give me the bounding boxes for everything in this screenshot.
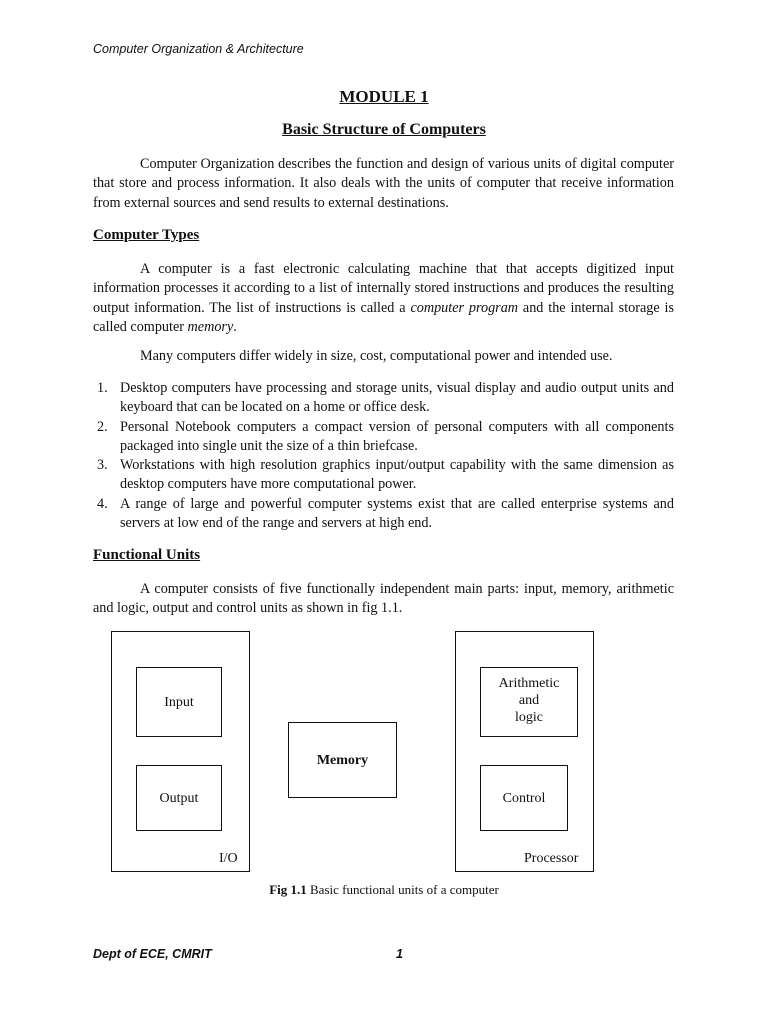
- intro-paragraph: Computer Organization describes the function and design of various units of digital computer that store and process information. It also deals with the units of computer that receive information from external sources and send results to external destinations.: [93, 156, 674, 211]
- memory-unit-box: [288, 722, 397, 798]
- module-heading: MODULE 1: [339, 87, 429, 106]
- alu-label-line: Arithmetic: [498, 676, 560, 691]
- page-title: Basic Structure of Computers: [282, 121, 486, 138]
- page-number: 1: [396, 947, 403, 961]
- caption-number: Fig 1.1: [269, 882, 307, 897]
- list-number: 3.: [97, 457, 108, 474]
- emphasis-computer-program: computer program: [410, 299, 519, 316]
- processor-label: Processor: [524, 851, 579, 866]
- caption-text: Basic functional units of a computer: [306, 882, 499, 897]
- control-label: Control: [502, 790, 546, 806]
- list-item: [93, 379, 674, 418]
- section-heading-computer-types: Computer Types: [93, 227, 200, 243]
- paragraph-text: .: [233, 318, 237, 335]
- section-heading-functional-units: Functional Units: [93, 547, 201, 563]
- control-unit-box: [480, 765, 568, 831]
- figure-caption: [0, 882, 768, 898]
- functional-units-paragraph: A computer consists of five functionally independent main parts: input, memory, arithmetic and logic, output and control units as shown in fig 1.1.: [93, 581, 674, 617]
- computer-types-paragraph-2: Many computers differ widely in size, cost, computational power and intended use.: [140, 348, 613, 364]
- paragraph-text: and the internal storage is called computer: [93, 299, 674, 335]
- list-item: [93, 418, 674, 457]
- memory-label: Memory: [316, 752, 369, 768]
- list-number: 4.: [97, 495, 108, 512]
- input-unit-box: [136, 667, 222, 737]
- output-unit-box: [136, 765, 222, 831]
- list-number: 1.: [97, 380, 108, 396]
- list-item-text: Workstations with high resolution graphics input/output capability with the same dimension as desktop computers have more computational power.: [120, 457, 674, 493]
- computer-types-list: [93, 379, 674, 533]
- alu-unit-box: [480, 667, 578, 737]
- list-item-text: Personal Notebook computers a compact version of personal computers with all components packaged into single unit the size of a thin briefcase.: [120, 418, 674, 454]
- computer-types-paragraph: [93, 260, 674, 337]
- running-header: Computer Organization & Architecture: [93, 42, 304, 56]
- emphasis-memory: memory: [187, 318, 234, 335]
- list-number: 2.: [97, 418, 108, 435]
- alu-label: [499, 675, 560, 726]
- list-item: [93, 456, 674, 495]
- output-label: Output: [159, 790, 199, 806]
- list-item: [93, 495, 674, 534]
- input-label: Input: [164, 694, 194, 710]
- alu-label-line: logic: [515, 710, 543, 725]
- list-item-text: A range of large and powerful computer systems exist that are called enterprise systems and servers at low end of the range and servers at high end.: [120, 495, 674, 532]
- io-label: I/O: [219, 851, 238, 866]
- list-item-text: Desktop computers have processing and storage units, visual display and audio output units and keyboard that can be located on a home or office desk.: [120, 380, 674, 416]
- paragraph-text: A computer is a fast electronic calculating machine that that accepts digitized input information processes it according to a list of internally stored instructions and produces the resulting output information. The list of instructions is called a: [93, 261, 674, 316]
- alu-label-line: and: [518, 693, 540, 708]
- footer-department: Dept of ECE, CMRIT: [93, 947, 212, 961]
